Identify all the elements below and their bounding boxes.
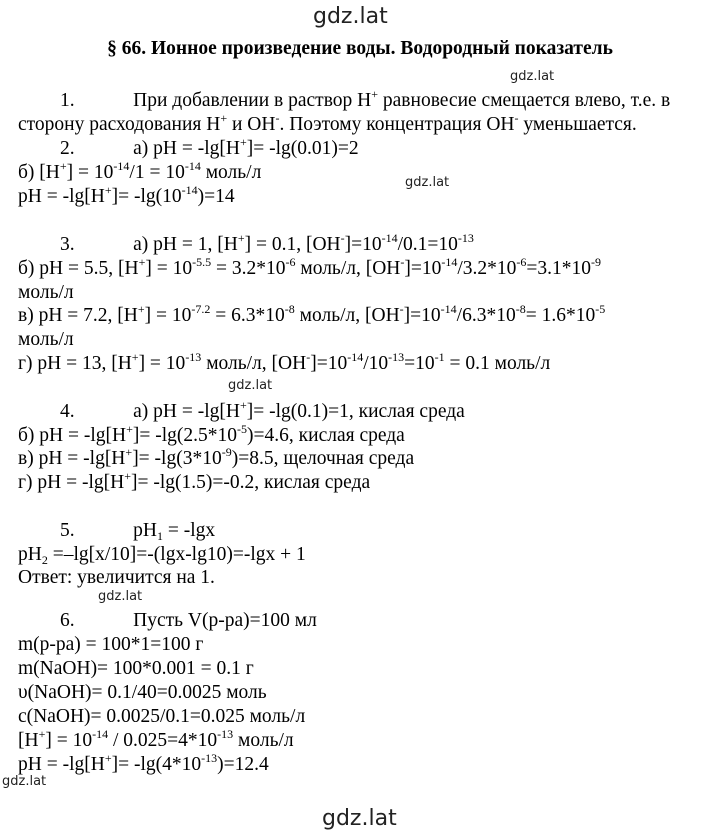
page-title: § 66. Ионное произведение воды. Водородный показатель: [107, 38, 613, 59]
watermark: gdz.lat: [2, 774, 47, 789]
text-line: 4. а) pH = -lg[H+]= -lg(0.1)=1, кислая среда: [60, 398, 465, 422]
text-line: сторону расходования H+ и OH-. Поэтому концентрация OH- уменьшается.: [18, 111, 637, 135]
text-line: m(NaOH)= 100*0.001 = 0.1 г: [18, 658, 254, 679]
watermark: gdz.lat: [405, 175, 450, 190]
watermark: gdz.lat: [228, 378, 273, 393]
text-line: pH = $-\lg[H^+]= -\lg(10^{-14})=14$: [18, 183, 235, 207]
text-line: в) pH = $-\lg[H^+]= -\lg(3*10^{-9})=8.5$, щелочная среда: [18, 445, 415, 469]
text-line: г) pH = 13, $[H^+] = 10^{-13}$ моль/л, $[OH^-]=10^{-14}/10^{-13}=10^{-1} = 0.1$ моль/л: [18, 350, 551, 374]
text-line: 2. а) pH = -lg[H+]= -lg(0.01)=2: [60, 135, 359, 159]
text-line: моль/л: [18, 329, 74, 350]
text-line: б) pH = 5.5, $[H^+] = 10^{-5.5} = 3.2*10^{-6}$ моль/л, $[OH^-]=10^{-14}/3.2*10^{-6}=3.1*10^{-9}$: [18, 255, 602, 279]
text-line: Ответ: увеличится на 1.: [18, 567, 215, 588]
text-line: m(р-ра) = 100*1=100 г: [18, 634, 204, 655]
text-line: υ(NaOH)= 0.1/40=0.0025 моль: [18, 682, 267, 703]
watermark: gdz.lat: [98, 589, 143, 604]
text-line: pH = $-\lg[H^+]= -\lg(4*10^{-13})=12.4$: [18, 751, 269, 775]
text-line: $[H^+] = 10^{-14} / 0.025=4*10^{-13}$ моль/л: [18, 727, 294, 751]
watermark-top: gdz.lat: [313, 4, 388, 29]
text-line: 6. Пусть V(р-ра)=100 мл: [60, 610, 317, 631]
text-line: б) $[H^+] = 10^{-14}/1 = 10^{-14}$ моль/л: [18, 159, 262, 183]
text-line: 1. При добавлении в раствор H+ равновесие смещается влево, т.е. в: [60, 87, 671, 111]
text-line: 3. а) pH = 1, [H+] = 0.1, $[OH^-]=10^{-14}/0.1=10^{-13}$: [60, 231, 474, 255]
text-line: б) pH = $-\lg[H^+]= -\lg(2.5*10^{-5})=4.6$, кислая среда: [18, 422, 405, 446]
text-line: г) pH = -lg[H+]= -lg(1.5)=-0.2, кислая среда: [18, 469, 371, 493]
watermark: gdz.lat: [510, 69, 555, 84]
text-line: c(NaOH)= 0.0025/0.1=0.025 моль/л: [18, 706, 306, 727]
text-line: 5. $pH_1 = -\lg x$: [60, 520, 216, 543]
watermark-bottom: gdz.lat: [322, 806, 397, 831]
text-line: моль/л: [18, 282, 74, 303]
text-line: в) pH = 7.2, $[H^+] = 10^{-7.2} = 6.3*10^{-8}$ моль/л, $[OH^-]=10^{-14}/6.3*10^{-8}= 1.6*10^{-5}$: [18, 302, 606, 326]
text-line: $pH_2 =-\lg[x/10]=-(\lg x-\lg 10)=-\lg x + 1$: [18, 544, 306, 567]
